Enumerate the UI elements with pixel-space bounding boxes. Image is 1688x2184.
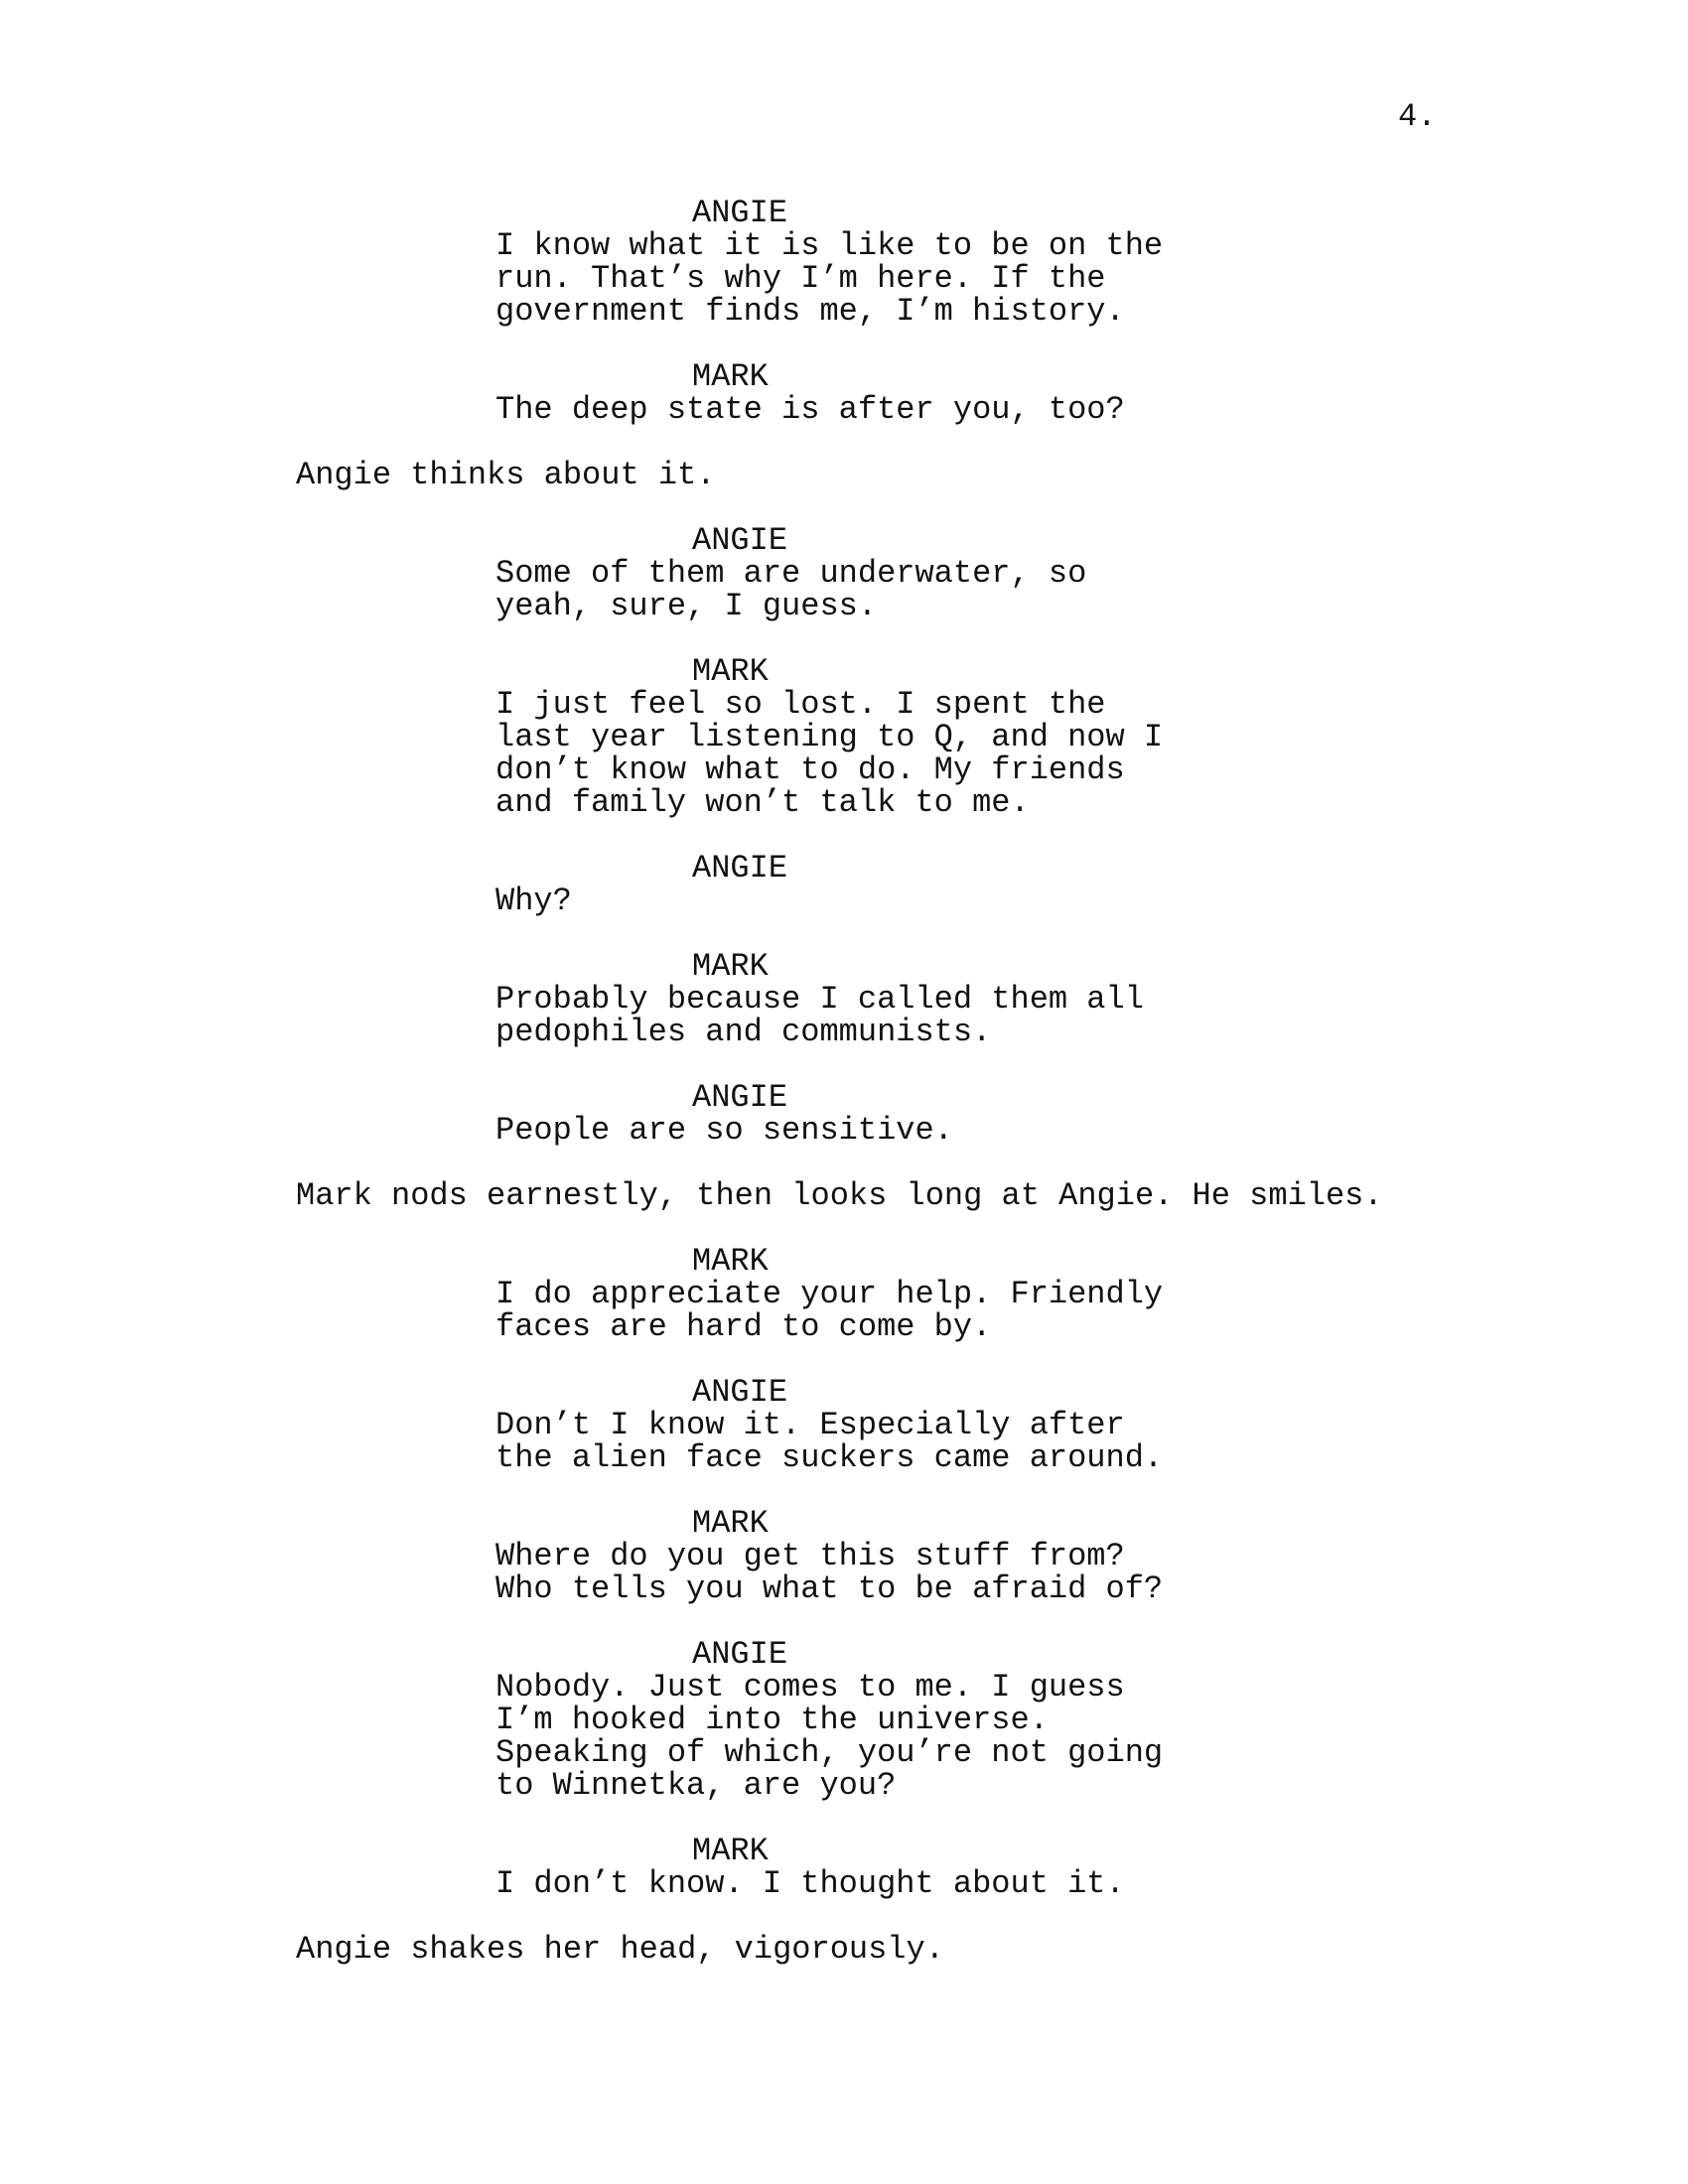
action-block — [296, 1933, 944, 1966]
character-name: ANGIE — [692, 195, 788, 231]
character-name: ANGIE — [692, 1374, 788, 1411]
dialogue-line: I know what it is like to be on the — [495, 227, 1164, 264]
dialogue-line: Don’t I know it. Especially after — [495, 1407, 1125, 1443]
character-cue — [692, 1245, 769, 1278]
dialogue-line: last year listening to Q, and now I — [495, 719, 1164, 755]
dialogue-block — [495, 1114, 953, 1147]
dialogue-block — [495, 983, 1144, 1048]
character-name: ANGIE — [692, 850, 788, 887]
character-cue — [692, 852, 787, 885]
dialogue-line: Nobody. Just comes to me. I guess — [495, 1669, 1125, 1706]
dialogue-line: I’m hooked into the universe. — [495, 1702, 1049, 1738]
character-name: ANGIE — [692, 522, 788, 559]
dialogue-line: Some of them are underwater, so — [495, 555, 1087, 592]
character-cue — [692, 1081, 787, 1114]
action-line: Angie shakes her head, vigorously. — [296, 1931, 944, 1968]
dialogue-line: faces are hard to come by. — [495, 1308, 992, 1345]
dialogue-line: The deep state is after you, too? — [495, 391, 1125, 428]
page-number: 4. — [1398, 98, 1437, 135]
action-block — [296, 1179, 1383, 1212]
dialogue-line: government finds me, I’m history. — [495, 293, 1125, 330]
dialogue-line: and family won’t talk to me. — [495, 784, 1030, 821]
dialogue-line: Speaking of which, you’re not going — [495, 1734, 1164, 1771]
dialogue-line: I do appreciate your help. Friendly — [495, 1276, 1164, 1312]
character-cue — [692, 1638, 787, 1671]
dialogue-line: yeah, sure, I guess. — [495, 588, 878, 624]
character-cue — [692, 950, 769, 983]
dialogue-block — [495, 393, 1125, 426]
dialogue-block — [495, 229, 1163, 328]
character-name: MARK — [692, 653, 769, 690]
character-cue — [692, 1507, 769, 1540]
dialogue-line: Why? — [495, 883, 572, 919]
character-cue — [692, 524, 787, 557]
action-line: Mark nods earnestly, then looks long at Angie. He smiles. — [296, 1177, 1383, 1214]
character-name: MARK — [692, 358, 769, 395]
dialogue-block — [495, 557, 1086, 622]
action-line: Angie thinks about it. — [296, 457, 716, 493]
dialogue-line: run. That’s why I’m here. If the — [495, 260, 1106, 297]
character-name: ANGIE — [692, 1636, 788, 1673]
dialogue-block — [495, 885, 572, 917]
dialogue-line: the alien face suckers came around. — [495, 1439, 1164, 1476]
character-cue — [692, 360, 769, 393]
character-name: MARK — [692, 1243, 769, 1280]
character-name: MARK — [692, 1833, 769, 1869]
dialogue-line: Where do you get this stuff from? — [495, 1538, 1125, 1574]
character-name: ANGIE — [692, 1079, 788, 1116]
character-cue — [692, 655, 769, 688]
character-name: MARK — [692, 1505, 769, 1542]
dialogue-block — [495, 1671, 1163, 1802]
character-name: MARK — [692, 948, 769, 985]
dialogue-line: pedophiles and communists. — [495, 1014, 992, 1050]
dialogue-line: I just feel so lost. I spent the — [495, 686, 1106, 723]
character-cue — [692, 1835, 769, 1867]
dialogue-block — [495, 1409, 1163, 1474]
dialogue-block — [495, 1540, 1163, 1605]
dialogue-line: I don’t know. I thought about it. — [495, 1865, 1125, 1902]
dialogue-line: to Winnetka, are you? — [495, 1767, 897, 1804]
dialogue-block — [495, 1278, 1163, 1343]
dialogue-block — [495, 1867, 1125, 1900]
dialogue-line: People are so sensitive. — [495, 1112, 953, 1149]
dialogue-line: don’t know what to do. My friends — [495, 751, 1125, 788]
dialogue-line: Probably because I called them all — [495, 981, 1144, 1018]
character-cue — [692, 1376, 787, 1409]
dialogue-block — [495, 688, 1163, 819]
dialogue-line: Who tells you what to be afraid of? — [495, 1570, 1164, 1607]
action-block — [296, 459, 715, 491]
character-cue — [692, 197, 787, 229]
